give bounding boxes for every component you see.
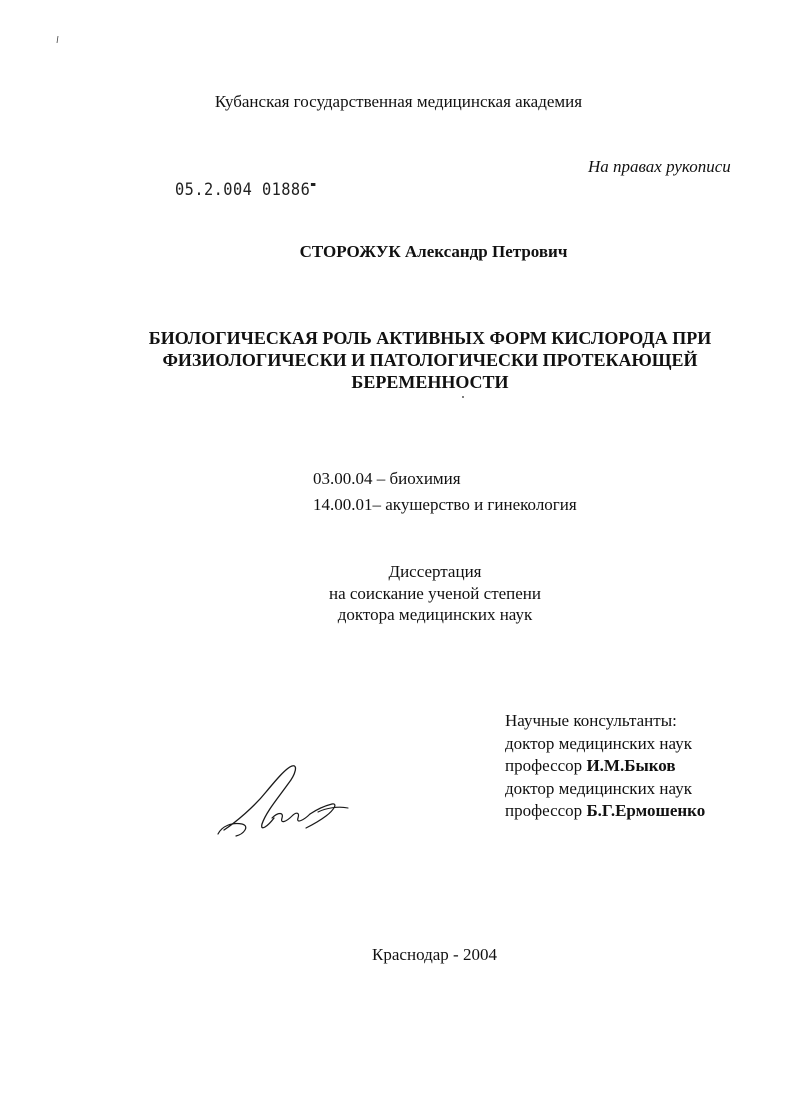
- consultant-name: И.М.Быков: [586, 756, 676, 775]
- title-line: ФИЗИОЛОГИЧЕСКИ И ПАТОЛОГИЧЕСКИ ПРОТЕКАЮЩЕЙ: [162, 350, 698, 370]
- scan-speck: [462, 396, 464, 398]
- consultant-line: [505, 800, 705, 823]
- author-surname: СТОРОЖУК: [299, 242, 401, 261]
- handwritten-signature: [214, 762, 354, 842]
- dissertation-type: [280, 561, 590, 626]
- consultant-name: Б.Г.Ермошенко: [586, 801, 706, 820]
- city-year: Краснодар - 2004: [372, 945, 497, 964]
- specialty-code: 03.00.04 – биохимия: [313, 469, 461, 488]
- dissertation-line: на соискание ученой степени: [328, 583, 542, 603]
- institution-name: Кубанская государственная медицинская академия: [214, 92, 583, 111]
- dissertation-title: [130, 327, 730, 393]
- consultants-block: [505, 710, 705, 823]
- specialty-code: 14.00.01– акушерство и гинекология: [313, 495, 577, 514]
- consultant-line: [505, 755, 705, 778]
- author-name: [0, 242, 797, 262]
- stamp-dash: [311, 183, 316, 186]
- consultant-degree: доктор медицинских наук: [505, 778, 692, 798]
- consultants-heading: Научные консультанты:: [505, 711, 677, 730]
- rights-note: На правах рукописи: [588, 157, 731, 176]
- dissertation-line: Диссертация: [388, 562, 482, 581]
- consultant-rank: профессор: [505, 756, 583, 775]
- title-line: БИОЛОГИЧЕСКАЯ РОЛЬ АКТИВНЫХ ФОРМ КИСЛОРОДА ПРИ: [148, 328, 712, 348]
- stamp-code: 05.2.004 01886: [175, 180, 311, 200]
- title-line: БЕРЕМЕННОСТИ: [351, 372, 509, 392]
- dissertation-line: доктора медицинских наук: [337, 605, 533, 624]
- scan-mark: [56, 36, 59, 43]
- author-given-names: Александр Петрович: [404, 242, 568, 261]
- consultant-rank: профессор: [505, 801, 583, 820]
- consultant-degree: доктор медицинских наук: [505, 733, 692, 753]
- library-stamp: [175, 180, 316, 200]
